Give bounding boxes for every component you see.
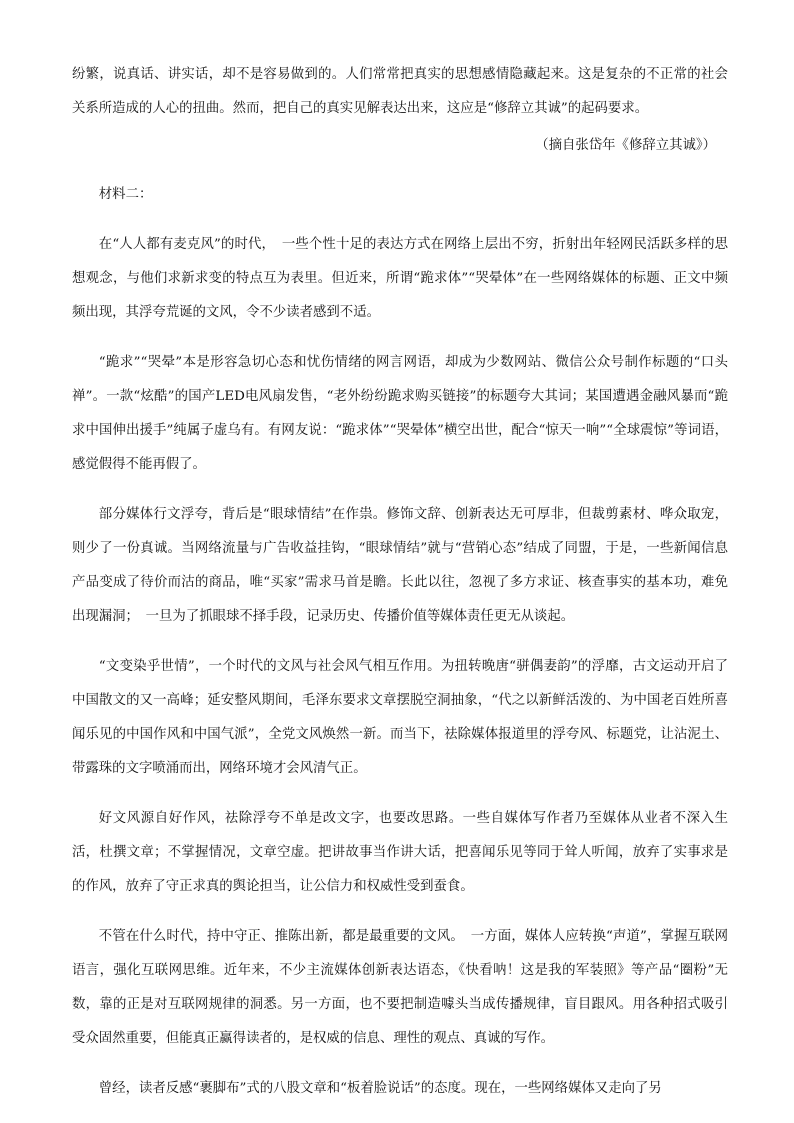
body-paragraph: “跪求”“哭晕”本是形容急切心态和忧伤情绪的网言网语，却成为少数网站、微信公众号制作标题的“口头禅”。一款“炫酷”的国产LED电风扇发售，“老外纷纷跪求购买链接”的标题夸大其词；某国遭遇金融风暴而“跪求中国伸出援手”纯属子虚乌有。有网友说：“跪求体”“哭晕体”横空出世，配合“惊天一响”“全球震惊”等词语，感觉假得不能再假了。 bbox=[72, 355, 728, 472]
body-paragraph: “文变染乎世情”，一个时代的文风与社会风气相互作用。为扭转晚唐“骈偶妻韵”的浮靡，古文运动开启了中国散文的又一高峰；延安整风期间，毛泽东要求文章摆脱空洞抽象，“代之以新鲜活泼的、为中国老百姓所喜闻乐见的中国作风和中国气派”，全党文风焕然一新。而当下，祛除媒体报道里的浮夸风、标题党，让沾泥土、带露珠的文字喷涌而出，网络环境才会风清气正。 bbox=[72, 659, 728, 776]
document-page bbox=[72, 58, 728, 1106]
body-paragraph: 曾经，读者反感“裹脚布”式的八股文章和“板着脸说话”的态度。现在，一些网络媒体又走向了另 bbox=[98, 1081, 662, 1096]
body-paragraph: 在“人人都有麦克风”的时代， 一些个性十足的表达方式在网络上层出不穷，折射出年轻网民活跃多样的思想观念，与他们求新求变的特点互为表里。但近来，所谓“跪求体”“哭晕体”在一些网络媒体的标题、正文中频频出现，其浮夸荒诞的文风，令不少读者感到不适。 bbox=[72, 237, 728, 320]
section-heading: 材料二： bbox=[98, 187, 153, 202]
body-paragraph: 部分媒体行文浮夸，背后是“眼球情结”在作祟。修饰文辞、创新表达无可厚非，但裁剪素材、哗众取宠，则少了一份真诚。当网络流量与广告收益挂钩，“眼球情结”就与“营销心态”结成了同盟，于是，一些新闻信息产品变成了待价而沽的商品，唯“买家”需求马首是瞻。长此以往，忽视了多方求证、核查事实的基本功，难免出现漏洞； 一旦为了抓眼球不择手段，记录历史、传播价值等媒体责任更无从谈起。 bbox=[72, 507, 728, 624]
opening-paragraph: 纷繁，说真话、讲实话，却不是容易做到的。人们常常把真实的思想感情隐藏起来。这是复杂的不正常的社会关系所造成的人心的扭曲。然而，把自己的真实见解表达出来，这应是“修辞立其诚”的起码要求。 bbox=[72, 67, 728, 116]
body-paragraph: 好文风源自好作风，祛除浮夸不单是改文字，也要改思路。一些自媒体写作者乃至媒体从业者不深入生活，杜撰文章；不掌握情况，文章空虚。把讲故事当作讲大话，把喜闻乐见等同于耸人听闻，放弃了实事求是的作风，放弃了守正求真的舆论担当，让公信力和权威性受到蚕食。 bbox=[72, 811, 728, 894]
source-attribution: （摘自张岱年《修辞立其诚》） bbox=[535, 138, 716, 153]
body-paragraph: 不管在什么时代，持中守正、推陈出新，都是最重要的文风。 一方面，媒体人应转换“声道”，掌握互联网语言，强化互联网思维。近年来，不少主流媒体创新表达语态，《快看呐！这是我的军装照》等产品“圈粉”无数，靠的正是对互联网规律的洞悉。另一方面，也不要把制造噱头当成传播规律，盲目跟风。用各种招式吸引受众固然重要，但能真正赢得读者的，是权威的信息、理性的观点、真诚的写作。 bbox=[72, 929, 728, 1046]
